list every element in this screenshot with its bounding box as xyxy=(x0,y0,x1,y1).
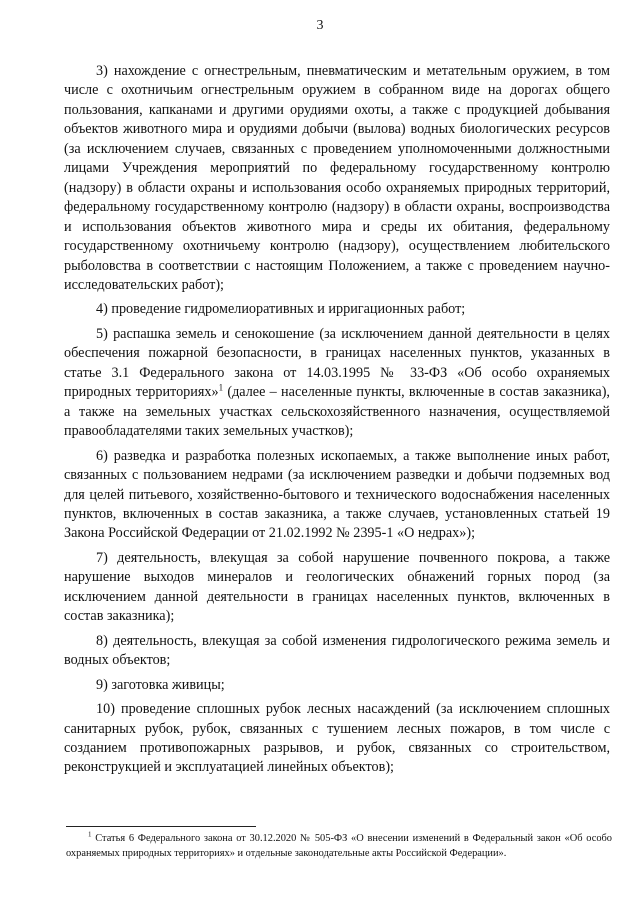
paragraph-item-9: 9) заготовка живицы; xyxy=(96,676,225,693)
footnote-divider xyxy=(66,826,256,827)
paragraph-item-8: 8) деятельность, влекущая за собой изменения гидрологического режима земель и водных объектов; xyxy=(64,632,610,669)
paragraph-item-10: 10) проведение сплошных рубок лесных насаждений (за исключением сплошных санитарных рубок, рубок, связанных с тушением лесных пожаров, в том числе с созданием противопожарных разрывов, и рубок, связанных со строительством, реконструкцией и эксплуатацией линейных объектов); xyxy=(64,701,610,776)
paragraph-item-7: 7) деятельность, влекущая за собой нарушение почвенного покрова, а также нарушение выходов минералов и геологических обнажений горных пород (за исключением данной деятельности в границах населенных пунктов, включенных в состав заказника); xyxy=(64,549,610,625)
paragraph-item-5-text-b: (далее – населенные пункты, включенные в состав заказника), а также на земельных участках сельскохозяйственного назначения, осуществляемой правообладателями таких земельных участков); xyxy=(64,384,610,440)
footnote-mark: 1 xyxy=(88,830,92,839)
paragraph-item-3: 3) нахождение с огнестрельным, пневматическим и метательным оружием, в том числе с охотничьим огнестрельным оружием в собранном виде на дорогах общего пользования, капканами и другими орудиями охоты, а также с продукцией добывания объектов животного мира и орудиями добычи (вылова) водных биологических ресурсов (за исключением случаев, связанных с проведением уполномоченными должностными лицами Учреждения мероприятий по федеральному государственному контролю (надзору) в области охраны и использования особо охраняемых природных территорий, федеральному государственному контролю (надзору) в области охраны, воспроизводства и использования объектов животного мира и среды их обитания, федеральному государственному охотничьему контролю (надзору), осуществлением любительского рыболовства в соответствии с настоящим Положением, а также с проведением научно-исследовательских работ); xyxy=(64,63,610,293)
paragraph-item-5-text-a: 5) распашка земель и сенокошение (за исключением данной деятельности в целях обеспечения пожарной безопасности, в границах населенных пунктов, указанных в статье 3.1 Федерального закона от 14.03.1995 № 33-ФЗ «Об особо охраняемых природных территориях» xyxy=(64,325,610,401)
document-body xyxy=(64,62,610,778)
footnote-text: Статья 6 Федерального закона от 30.12.2020 № 505-ФЗ «О внесении изменений в Федеральный закон «Об особо охраняемых природных территориях» и отдельные законодательные акты Российской Федерации». xyxy=(66,833,612,859)
page-number: 3 xyxy=(316,18,324,33)
footnote xyxy=(66,832,612,861)
paragraph-item-5 xyxy=(64,325,610,442)
footnote-reference: 1 xyxy=(218,382,224,393)
paragraph-item-6: 6) разведка и разработка полезных ископаемых, а также выполнение иных работ, связанных с пользованием недрами (за исключением разведки и добычи подземных вод для целей питьевого, хозяйственно-бытового и технического водоснабжения населенных пунктов, включенных в состав заказника, а также случаев, установленных статьей 19 Закона Российской Федерации от 21.02.1992 № 2395-1 «О недрах»); xyxy=(64,447,610,542)
paragraph-item-4: 4) проведение гидромелиоративных и ирригационных работ; xyxy=(96,301,466,318)
